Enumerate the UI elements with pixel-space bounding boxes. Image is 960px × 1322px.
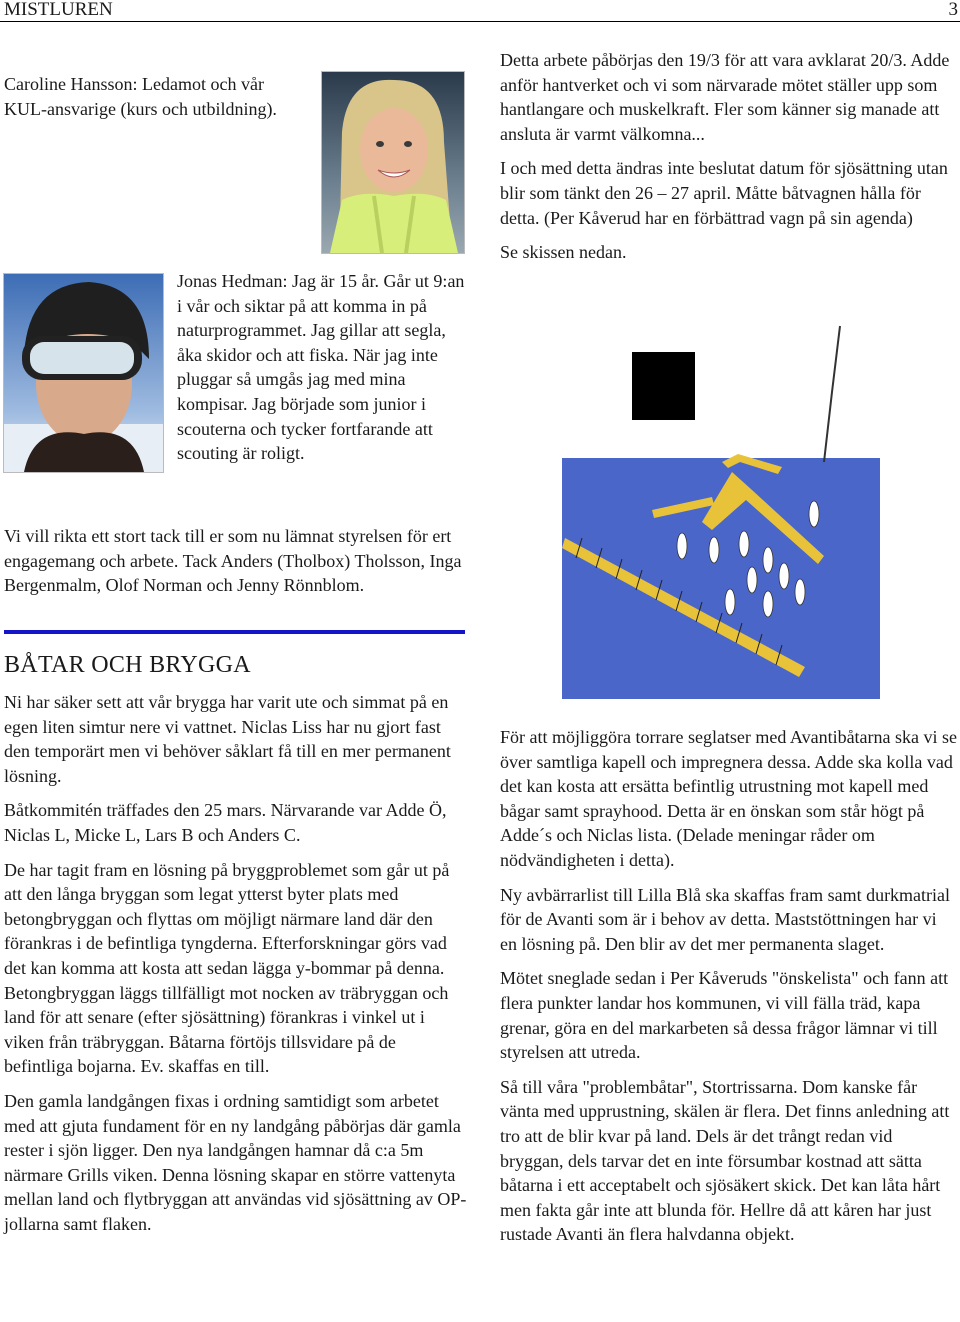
portrait-image (4, 274, 163, 472)
article-paragraph: Så till våra "problembåtar", Stortrissarna. Dom kanske får vänta med upprustning, skälen är flera. Det finns anledning att tro att de blir kvar på land. Dels är det trångt redan vid bryggan, dels tarvar det en inte försumbar kostnad att sätta båtarna i ett acceptabelt och sjösäkert skick. Det kan låta hårt men fakta går inte att blunda för. Hellre då att kåren har just rustade Avanti än flera halvdanna objekt. (500, 1076, 950, 1245)
article-paragraph: För att möjliggöra torrare seglatser med Avantibåtarna ska vi se över samtliga kapell och impregnera dessa. Adde ska kolla vad det kan kosta att ersätta befintlig utrustning mot kapell med bågar samt sprayhood. Detta är en önskan som står högt på Adde´s och Niclas lista. (Delade meningar råder om nödvändigheten i detta). (500, 727, 958, 870)
article-paragraph: Detta arbete påbörjas den 19/3 för att vara avklarat 20/3. Adde anför hantverket och vi som närvarade mötet ställer upp som hantlangare och muskelkraft. Fler som känner sig manade att ansluta är varmt välkomna... (500, 50, 950, 144)
building-block (632, 352, 695, 420)
right-column-bottom (500, 725, 958, 1247)
caroline-bio (4, 72, 304, 121)
caroline-text: : Ledamot och vår KUL-ansvarige (kurs och utbildning). (4, 74, 277, 119)
jonas-name: Jonas Hedman (177, 271, 283, 291)
article-paragraph: Den gamla landgången fixas i ordning samtidigt som arbetet med att gjuta fundament för en ny landgång påbörjas där gamla rester i sjön ligger. Den nya landgången hamnar då c:a 5m närmare Grills viken. Denna lösning skapar en större vattenyta mellan land och flytbryggan att användas vid sjösättning av OP-jollarna samt flaken. (4, 1090, 467, 1234)
boats-article-body (4, 690, 469, 1236)
article-paragraph: I och med detta ändras inte beslutat datum för sjösättning utan blir som tänkt den 26 – 27 april. Måtte båtvagnen hålla för detta. (Per Kåverud har en förbättrad vagn på sin agenda) (500, 158, 948, 228)
portrait-image (322, 72, 464, 253)
caroline-photo (321, 71, 465, 254)
jonas-text: : Jag är 15 år. Går ut 9:an i vår och siktar på att komma in på naturprogrammet. Jag gillar att segla, åka skidor och att fiska. När jag inte pluggar så umgås jag med mina kompisar. Jag började som junior i scouterna och tycker fortfarande att scouting är roligt. (177, 271, 465, 464)
section-heading-boats: BÅTAR OCH BRYGGA (4, 652, 251, 678)
dock-sketch (562, 322, 880, 699)
caroline-name: Caroline Hansson (4, 74, 133, 94)
shoreline (824, 326, 840, 462)
page-number: 3 (948, 0, 958, 20)
article-paragraph: Se skissen nedan. (500, 242, 627, 263)
newsletter-title: MISTLUREN (4, 0, 113, 20)
jonas-photo (3, 273, 164, 473)
jonas-bio (177, 269, 467, 466)
article-paragraph: Ny avbärrarlist till Lilla Blå ska skaffas fram samt durkmatrial för de Avanti som är i behov av detta. Maststöttningen har vi en lösning på. Den blir av det mer permanenta slaget. (500, 884, 951, 954)
page-header (0, 0, 960, 22)
article-paragraph: Ni har säker sett att vår brygga har varit ute och simmat på en egen liten simtur nere vi vattnet. Niclas Liss har nu gjort fast den temporärt men vi behöver såklart få till en mer permanent lösning. (4, 692, 451, 786)
section-divider (4, 630, 465, 634)
dock-diagram (562, 322, 880, 699)
right-column-top (500, 48, 955, 265)
article-paragraph: De har tagit fram en lösning på bryggproblemet som går ut på att den långa bryggan som legat ytterst byter plats med betongbryggan och flyttas om möjligt närmare land där den förankras i de befintliga tyngderna. Efterforskningar görs vad det kan komma att kosta att sedan lägga y-bommar på denna. Betongbryggan läggs tillfälligt mot nocken av träbryggan och land för att senare (efter sjösättning) förankras i vinkel ut i viken från träbryggan. Båtarna förtöjs tillsvidare på de befintliga bojarna. Ev. skaffas en till. (4, 859, 450, 1077)
article-paragraph: Mötet sneglade sedan i Per Kåveruds "önskelista" och fann att flera punkter landar hos kommunen, vi vill fälla träd, kapa grenar, göra en del markarbeten så dessa frågor lämnar vi till styrelsen att utreda. (500, 968, 949, 1063)
thanks-paragraph: Vi vill rikta ett stort tack till er som nu lämnat styrelsen för ert engagemang och arbete. Tack Anders (Tholbox) Tholsson, Inga Bergenmalm, Olof Norman och Jenny Rönnblom. (4, 526, 462, 596)
article-paragraph: Båtkommitén träffades den 25 mars. Närvarande var Adde Ö, Niclas L, Micke L, Lars B och Anders C. (4, 800, 447, 845)
